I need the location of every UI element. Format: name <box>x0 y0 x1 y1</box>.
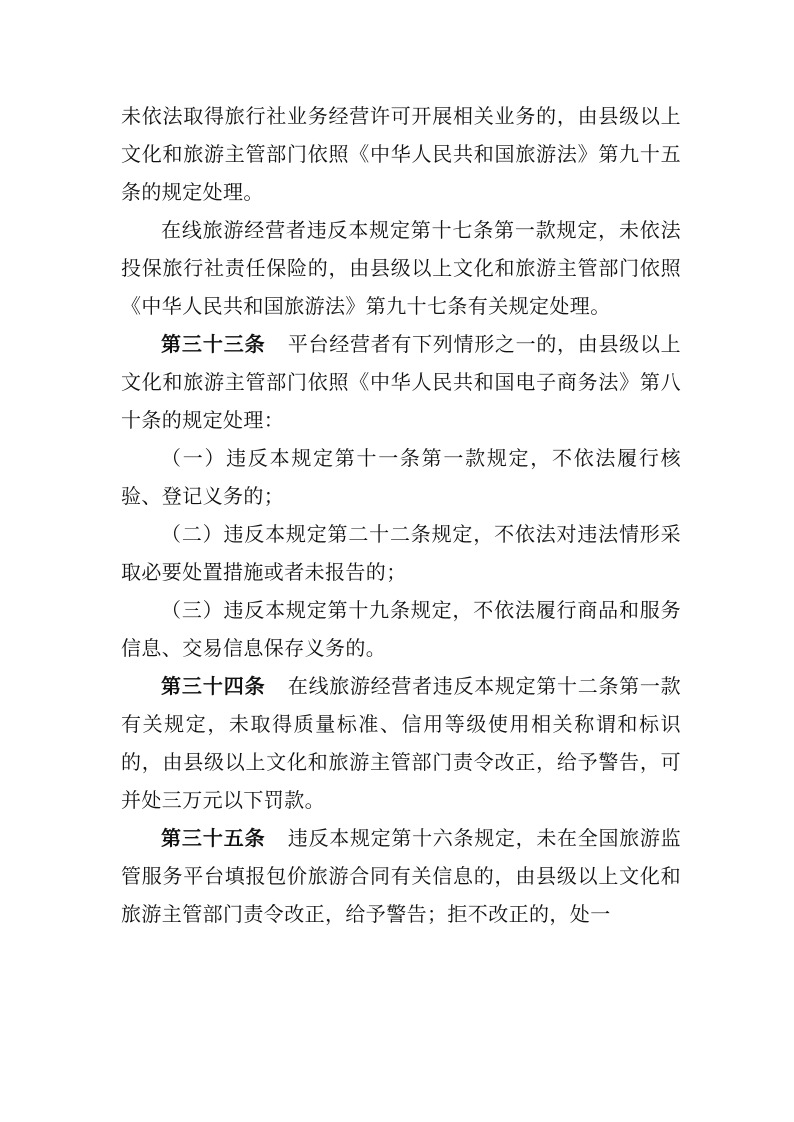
list-item-text: （三）违反本规定第十九条规定，不依法履行商品和服务信息、交易信息保存义务的。 <box>121 598 681 660</box>
article-33 <box>121 325 681 439</box>
article-35 <box>121 819 681 933</box>
list-item-1 <box>121 439 681 515</box>
list-item-text: （一）违反本规定第十一条第一款规定，不依法履行核验、登记义务的； <box>121 446 681 508</box>
article-number: 第三十五条 <box>161 826 266 850</box>
paragraph-insurance-violation <box>121 211 681 325</box>
list-item-3 <box>121 591 681 667</box>
article-text: 违反本规定第十六条规定，未在全国旅游监管服务平台填报包价旅游合同有关信息的，由县级以上文化和旅游主管部门责令改正，给予警告；拒不改正的，处一 <box>121 826 681 926</box>
article-text: 平台经营者有下列情形之一的，由县级以上文化和旅游主管部门依照《中华人民共和国电子商务法》第八十条的规定处理： <box>121 332 681 432</box>
article-34 <box>121 667 681 819</box>
document-body <box>121 97 681 933</box>
paragraph-text: 未依法取得旅行社业务经营许可开展相关业务的，由县级以上文化和旅游主管部门依照《中华人民共和国旅游法》第九十五条的规定处理。 <box>121 104 681 204</box>
article-number: 第三十三条 <box>161 332 266 356</box>
article-number: 第三十四条 <box>161 674 266 698</box>
list-item-2 <box>121 515 681 591</box>
article-text: 在线旅游经营者违反本规定第十二条第一款有关规定，未取得质量标准、信用等级使用相关称谓和标识的，由县级以上文化和旅游主管部门责令改正，给予警告，可并处三万元以下罚款。 <box>121 674 681 812</box>
paragraph-unlicensed-operation <box>121 97 681 211</box>
list-item-text: （二）违反本规定第二十二条规定，不依法对违法情形采取必要处置措施或者未报告的； <box>121 522 681 584</box>
paragraph-text: 在线旅游经营者违反本规定第十七条第一款规定，未依法投保旅行社责任保险的，由县级以上文化和旅游主管部门依照《中华人民共和国旅游法》第九十七条有关规定处理。 <box>121 218 681 318</box>
